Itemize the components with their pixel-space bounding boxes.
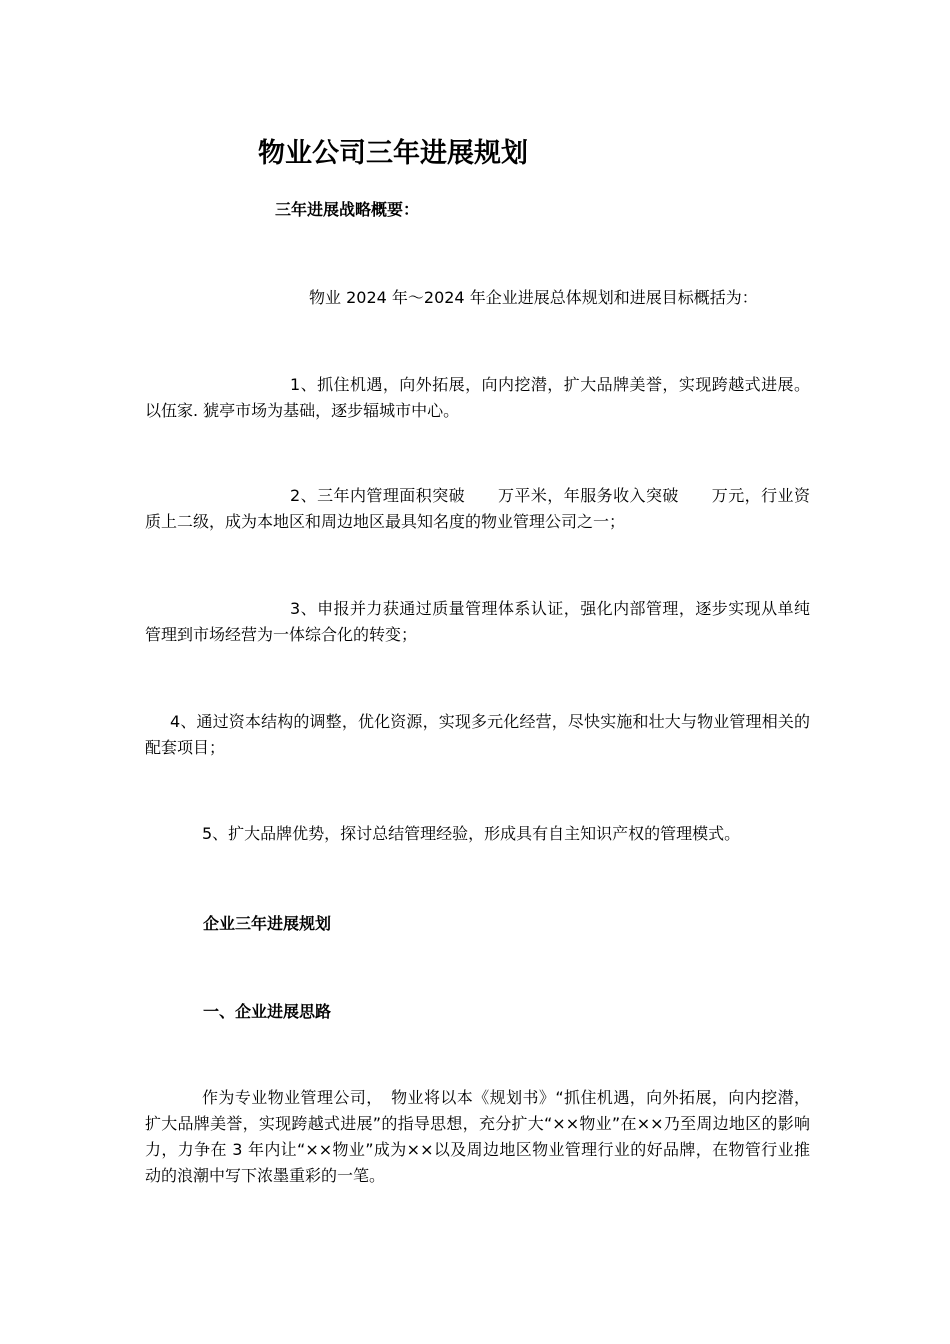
goal-item-1: 1、抓住机遇，向外拓展，向内挖潜，扩大品牌美誉，实现跨越式进展。以伍家. 猇亭市场为基础，逐步辐城市中心。 <box>145 375 810 420</box>
strategy-summary-heading: 三年进展战略概要： <box>275 200 420 219</box>
goal-item-3: 3、申报并力获通过质量管理体系认证，强化内部管理，逐步实现从单纯管理到市场经营为一体综合化的转变； <box>145 599 810 644</box>
goal-item-2: 2、三年内管理面积突破 万平米，年服务收入突破 万元，行业资质上二级，成为本地区和周边地区最具知名度的物业管理公司之一； <box>145 486 810 531</box>
goal-item-5: 5、扩大品牌优势，探讨总结管理经验，形成具有自主知识产权的管理模式。 <box>202 824 741 843</box>
section-title: 企业三年进展规划 <box>203 914 332 933</box>
section-one-heading: 一、企业进展思路 <box>203 1002 332 1021</box>
document-title: 物业公司三年进展规划 <box>258 138 528 169</box>
intro-paragraph: 物业 2024 年～2024 年企业进展总体规划和进展目标概括为： <box>309 288 758 307</box>
section-one-body: 作为专业物业管理公司， 物业将以本《规划书》“抓住机遇，向外拓展，向内挖潜，扩大品牌美誉，实现跨越式进展”的指导思想，充分扩大“××物业”在××乃至周边地区的影响力，力争在 3 年内让“××物业”成为××以及周边地区物业管理行业的好品牌，在物管行业推动的浪潮中写下浓墨重彩的一笔。 <box>145 1088 810 1185</box>
goal-item-4: 4、通过资本结构的调整，优化资源，实现多元化经营，尽快实施和壮大与物业管理相关的配套项目； <box>145 712 810 757</box>
